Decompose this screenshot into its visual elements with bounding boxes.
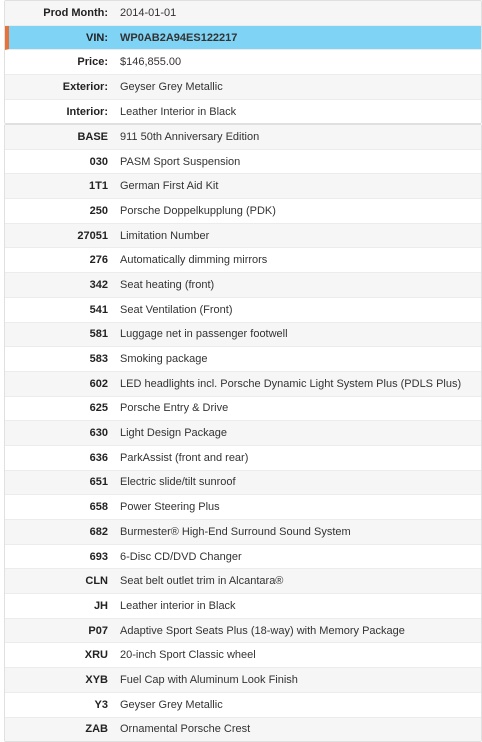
option-code: 250 xyxy=(89,204,108,217)
options-table xyxy=(4,124,482,742)
option-code: ZAB xyxy=(85,723,108,736)
option-description: 6-Disc CD/DVD Changer xyxy=(120,550,242,563)
option-description: Geyser Grey Metallic xyxy=(120,698,223,711)
option-description: Porsche Entry & Drive xyxy=(120,402,229,415)
summary-label: Prod Month: xyxy=(43,6,108,19)
option-code: 602 xyxy=(89,377,108,390)
option-code: 583 xyxy=(89,353,108,366)
option-code: 030 xyxy=(89,155,108,168)
option-row xyxy=(5,125,481,150)
option-code: 581 xyxy=(89,328,108,341)
option-row xyxy=(5,248,481,273)
summary-value: $146,855.00 xyxy=(120,56,182,69)
option-description: Adaptive Sport Seats Plus (18-way) with Memory Package xyxy=(120,624,405,637)
option-description: Limitation Number xyxy=(120,229,210,242)
option-description: 20-inch Sport Classic wheel xyxy=(120,649,256,662)
option-row xyxy=(5,520,481,545)
option-code: 658 xyxy=(89,501,108,514)
option-description: Seat Ventilation (Front) xyxy=(120,303,233,316)
option-description: ParkAssist (front and rear) xyxy=(120,451,249,464)
option-description: German First Aid Kit xyxy=(120,180,219,193)
option-description: Leather interior in Black xyxy=(120,599,236,612)
option-description: Smoking package xyxy=(120,353,208,366)
option-code: 651 xyxy=(89,476,108,489)
vin-value[interactable]: WP0AB2A94ES122217 xyxy=(120,31,238,44)
option-code: CLN xyxy=(85,575,108,588)
option-description: Burmester® High-End Surround Sound System xyxy=(120,525,351,538)
option-row xyxy=(5,718,481,742)
option-description: Fuel Cap with Aluminum Look Finish xyxy=(120,673,298,686)
vehicle-summary-table xyxy=(4,0,482,124)
option-description: Luggage net in passenger footwell xyxy=(120,328,288,341)
summary-label: Exterior: xyxy=(62,80,108,93)
summary-value: Leather Interior in Black xyxy=(120,105,237,118)
option-code: XYB xyxy=(85,673,108,686)
option-row xyxy=(5,594,481,619)
option-row xyxy=(5,150,481,175)
option-row xyxy=(5,224,481,249)
option-row xyxy=(5,495,481,520)
option-description: Automatically dimming mirrors xyxy=(120,254,268,267)
option-row xyxy=(5,668,481,693)
summary-label: Price: xyxy=(77,56,108,69)
option-code: 541 xyxy=(89,303,108,316)
option-row xyxy=(5,397,481,422)
summary-row-price xyxy=(5,50,481,75)
option-description: Seat heating (front) xyxy=(120,278,215,291)
option-row xyxy=(5,174,481,199)
option-description: Seat belt outlet trim in Alcantara® xyxy=(120,575,284,588)
option-row xyxy=(5,372,481,397)
option-description: Light Design Package xyxy=(120,427,228,440)
option-description: Power Steering Plus xyxy=(120,501,220,514)
summary-value: 2014-01-01 xyxy=(120,6,177,19)
option-code: 27051 xyxy=(77,229,108,242)
option-row xyxy=(5,471,481,496)
option-description: LED headlights incl. Porsche Dynamic Light System Plus (PDLS Plus) xyxy=(120,377,462,390)
option-code: 682 xyxy=(89,525,108,538)
option-code: 342 xyxy=(89,278,108,291)
option-row xyxy=(5,421,481,446)
option-row xyxy=(5,693,481,718)
summary-row-vin xyxy=(5,26,481,51)
option-code: P07 xyxy=(88,624,108,637)
summary-row-interior xyxy=(5,100,481,124)
option-code: JH xyxy=(93,599,108,612)
option-description: PASM Sport Suspension xyxy=(120,155,241,168)
option-row xyxy=(5,273,481,298)
option-row xyxy=(5,619,481,644)
option-row xyxy=(5,347,481,372)
option-description: Electric slide/tilt sunroof xyxy=(120,476,236,489)
option-code: 630 xyxy=(89,427,108,440)
option-code: BASE xyxy=(77,130,108,143)
option-code: 693 xyxy=(89,550,108,563)
option-row xyxy=(5,323,481,348)
option-row xyxy=(5,545,481,570)
option-code: 1T1 xyxy=(89,180,108,193)
summary-row-exterior xyxy=(5,75,481,100)
summary-row-prod-month xyxy=(5,1,481,26)
option-row xyxy=(5,569,481,594)
option-code: XRU xyxy=(84,649,108,662)
option-description: 911 50th Anniversary Edition xyxy=(120,130,260,143)
option-code: Y3 xyxy=(94,698,108,711)
option-row xyxy=(5,298,481,323)
option-code: 625 xyxy=(89,402,108,415)
summary-value: Geyser Grey Metallic xyxy=(120,80,223,93)
option-code: 636 xyxy=(89,451,108,464)
option-description: Ornamental Porsche Crest xyxy=(120,723,251,736)
summary-label: VIN: xyxy=(86,31,108,44)
option-description: Porsche Doppelkupplung (PDK) xyxy=(120,204,276,217)
option-row xyxy=(5,643,481,668)
option-row xyxy=(5,199,481,224)
summary-label: Interior: xyxy=(66,105,108,118)
option-code: 276 xyxy=(89,254,108,267)
option-row xyxy=(5,446,481,471)
